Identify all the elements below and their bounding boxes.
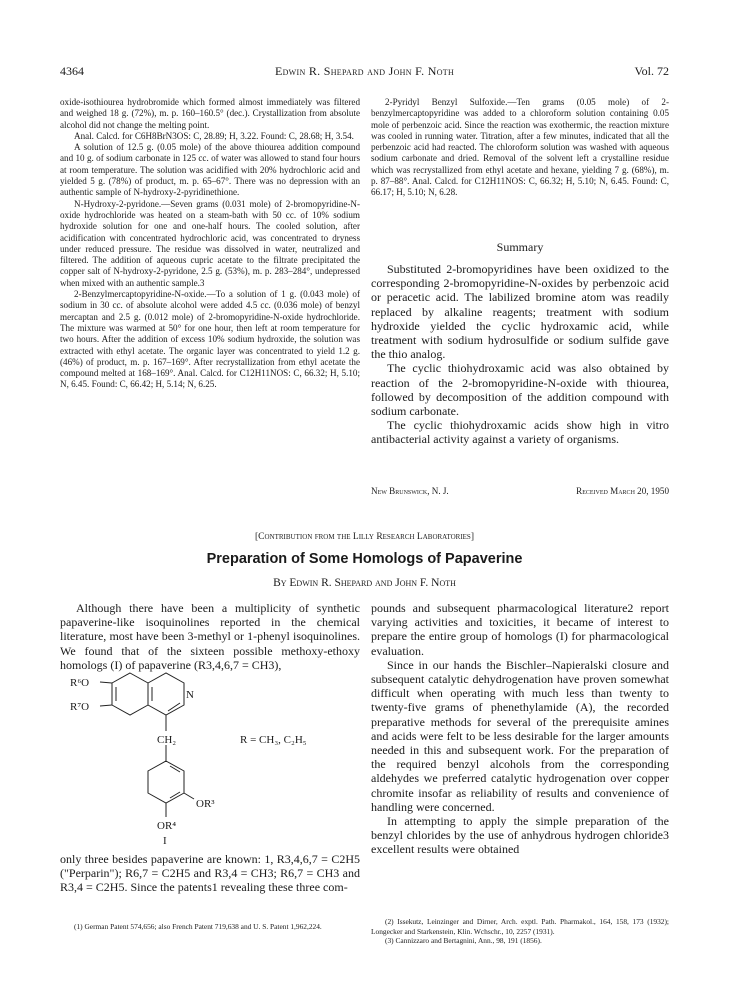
paragraph: A solution of 12.5 g. (0.05 mole) of the above thiourea addition compound and 10 g. of sodium carbonate in 125 cc. of water was allowed to stand four hours at room temperature. The solution was acidified with 20% hydrochloric acid and yielded 5 g. (78%) of product, m. p. 65–67°. There was no depression with an authentic sample of N-hydroxy-2-pyridinethione. [60, 142, 360, 198]
benzo-ring [112, 673, 148, 715]
paragraph: pounds and subsequent pharmacological literature2 report varying activities and toxicities, it became of interest to prepare the entire group of homologs (I) for pharmacological evaluation. [371, 601, 669, 658]
right-footnotes [371, 917, 669, 946]
article-title: Preparation of Some Homologs of Papaverine [206, 551, 523, 567]
paragraph: oxide-isothiourea hydrobromide which formed almost immediately was filtered and weighed 18 g. (72%), m. p. 160–160.5° (dec.). Crystallization from absolute alcohol did not change the melting point. [60, 97, 360, 130]
pyridine-ring [148, 673, 184, 715]
intro-continuation [60, 852, 360, 895]
compound-numeral: I [163, 835, 167, 847]
or3-label: OR³ [196, 798, 215, 810]
summary-section [371, 262, 669, 447]
intro-paragraph [60, 601, 360, 672]
running-header [60, 64, 669, 80]
running-title: Edwin R. Shepard and John F. Noth [274, 64, 455, 78]
paragraph: Although there have been a multiplicity of synthetic papaverine-like isoquinolines reported in the chemical literature, most have been 3-methyl or 1-phenyl isoquinolines. We found that of the sixteen possible methoxy-ethoxy homologs (I) of papaverine (R3,4,6,7 = CH3), [60, 601, 360, 672]
summary-paragraph: The cyclic thiohydroxamic acids show high in vitro antibacterial activity against a variety of organisms. [371, 418, 669, 447]
received-date: Received March 20, 1950 [576, 486, 669, 496]
phenyl-ring [148, 761, 184, 803]
summary-paragraph: The cyclic thiohydroxamic acid was also obtained by reaction of the 2-bromopyridine-N-oxide with thiourea, followed by decomposition of the addition compound with sodium carbonate. [371, 361, 669, 419]
r-definition: R = CH₃, C₂H₅ [240, 734, 307, 746]
byline: By Edwin R. Shepard and John F. Noth [273, 577, 456, 589]
prev-article-right-column [371, 97, 669, 199]
footnote: (3) Cannizzaro and Bertagnini, Ann., 98, 191 (1856). [385, 936, 542, 946]
prev-article-left-column [60, 97, 360, 391]
contribution-line: [Contribution from the Lilly Research Laboratories] [255, 532, 474, 542]
left-footnotes [60, 922, 360, 932]
summary-paragraph: Substituted 2-bromopyridines have been oxidized to the corresponding 2-bromopyridine-N-oxides by perbenzoic acid or peracetic acid. The labilized bromine atom was readily replaced by alkaline reagents; treatment with sodium hydroxide yielded the cyclic hydroxamic acid, while treatment with sodium hydrosulfide or sodium sulfide gave the thio analog. [371, 262, 669, 362]
footnote: (1) German Patent 574,656; also French Patent 719,638 and U. S. Patent 1,962,224. [74, 922, 322, 931]
r7o-label: R⁷O [70, 701, 90, 713]
paragraph: In attempting to apply the simple preparation of the benzyl chlorides by the use of anhydrous hydrogen chloride3 excellent results were obtained [371, 814, 669, 857]
structure-diagram [60, 665, 380, 955]
summary-heading: Summary [496, 240, 544, 254]
place: New Brunswick, N. J. [371, 486, 449, 496]
r6o-label: R⁶O [70, 677, 90, 689]
footnote: (2) Issekutz, Leinzinger and Dirner, Arch. exptl. Path. Pharmakol., 164, 158, 173 (1932); Longecker and Starkenstein, Klin. Wchschr., 10, 2257 (1931). [371, 917, 669, 936]
page-number: 4364 [60, 64, 84, 78]
paragraph: N-Hydroxy-2-pyridone.—Seven grams (0.031 mole) of 2-bromopyridine-N-oxide hydrochloride was heated on a steam-bath with 50 cc. of 10% sodium hydroxide solution for one and one-half hours. The cooled solution, after acidification with concentrated hydrochloric acid, was concentrated to dryness under reduced pressure. The residue was dissolved in water, neutralized and filtered. The addition of aqueous cupric acetate to the filtrate precipitated the copper salt of N-hydroxy-2-pyridone, 2.5 g. (53%), m. p. 283–284°, undepressed when mixed with an authentic sample.3 [60, 198, 360, 288]
paragraph: only three besides papaverine are known: 1, R3,4,6,7 = C2H5 ("Perparin"); R6,7 = C2H5 and R3,4 = CH3; R6,7 = CH3 and R3,4 = C2H5. Since the patents1 revealing these three com- [60, 852, 360, 895]
paragraph: Since in our hands the Bischler–Napieralski closure and subsequent catalytic dehydrogenation have proven somewhat difficult when operating with much less than twenty to twenty-five grams of phenethylamide (A), the recorded preparative methods for several of the prerequisite amines and acids were felt to be less desirable for the larger amounts needed in this and subsequent work. For the preparation of the required benzyl alcohols from the corresponding aldehydes we preferred catalytic hydrogenation over copper chromite insofar as reliability of results and convenience of handling were concerned. [371, 657, 669, 814]
analysis-line: Anal. Calcd. for C6H8BrN3OS: C, 28.89; H, 3.22. Found: C, 28.68; H, 3.54. [74, 130, 354, 141]
article-end-line [371, 486, 669, 497]
paragraph: 2-Benzylmercaptopyridine-N-oxide.—To a solution of 1 g. (0.043 mole) of sodium in 30 cc. of absolute alcohol were added 4.5 cc. (0.036 mole) of benzyl mercaptan and 2.5 g. (0.012 mole) of 2-bromopyridine-N-oxide hydrochloride. The mixture was warmed at 50° for one hour, then left at room temperature for two hours. After the addition of excess 10% sodium hydroxide, the solution was extracted with ethyl acetate. The organic layer was concentrated to yield 1.2 g. (46%) of product, m. p. 167–169°. After recrystallization from ethyl acetate the compound melted at 168–169°. Anal. Calcd. for C12H11NOS: C, 66.32; H, 5.10; N, 6.45. Found: C, 66.42; H, 5.14; N, 6.25. [60, 289, 360, 390]
ch2-label: CH₂ [157, 734, 177, 746]
paragraph: 2-Pyridyl Benzyl Sulfoxide.—Ten grams (0.05 mole) of 2-benzylmercaptopyridine was added to a chloroform solution containing 0.05 mole of perbenzoic acid. Since the reaction was exothermic, the reaction mixture was cooled in running water. Titration, after a few minutes, indicated that all the perbenzoic acid had reacted. The chloroform solution was washed with aqueous sodium carbonate and dried. Removal of the solvent left a crystalline residue which was recrystallized from ethyl acetate and hexane, yielding 7 g. (68%), m. p. 87–88°. Anal. Calcd. for C12H11NOS: C, 66.32; H, 5.10; N, 6.45. Found: C, 66.17; H, 5.10; N, 6.28. [371, 97, 669, 198]
volume-label: Vol. 72 [634, 64, 669, 78]
or4-label: OR⁴ [157, 820, 177, 832]
n-label: N [186, 689, 194, 701]
new-article-right-column [371, 601, 669, 857]
